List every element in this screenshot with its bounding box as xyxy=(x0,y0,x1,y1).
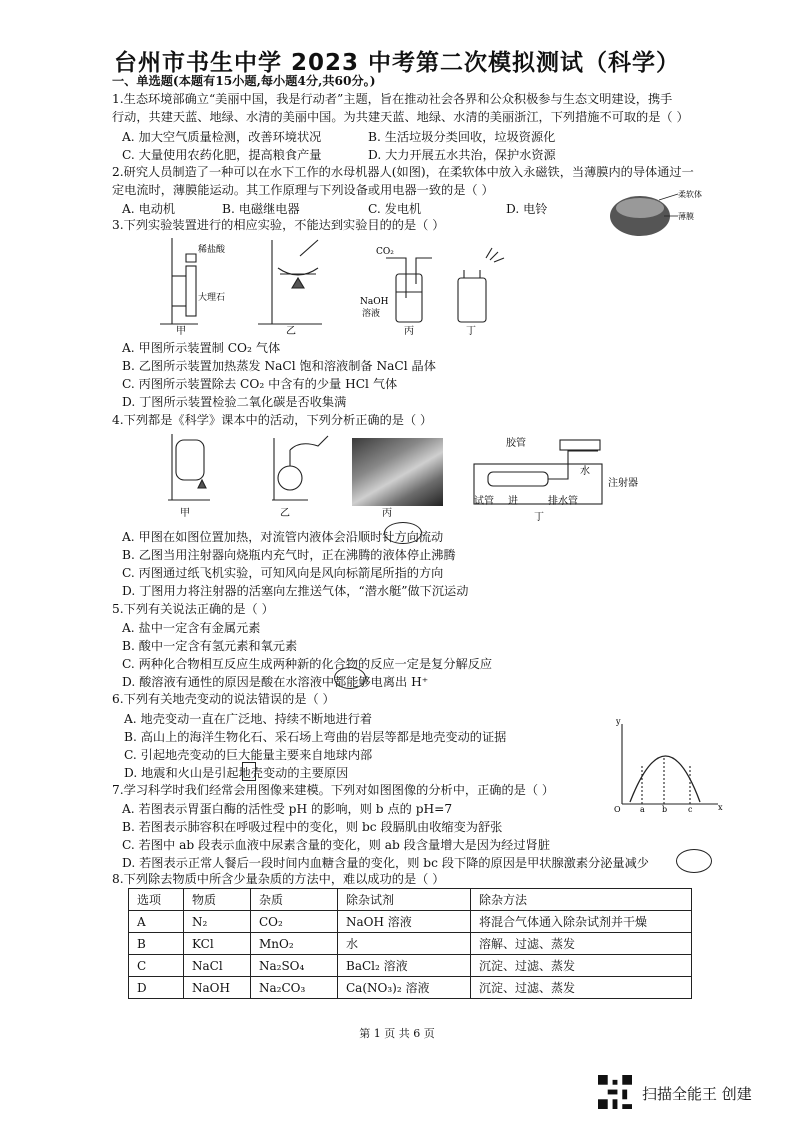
q6-option-b: B. 高山上的海洋生物化石、采石场上弯曲的岩层等都是地壳变动的证据 xyxy=(124,730,507,744)
q3-option-a: A. 甲图所示装置制 CO₂ 气体 xyxy=(122,341,281,355)
q7-option-a: A. 若图表示胃蛋白酶的活性受 pH 的影响，则 b 点的 pH=7 xyxy=(122,802,453,816)
label-naoh: NaOH xyxy=(360,297,389,307)
paper-plane-photo xyxy=(352,438,443,506)
q2-option-b: B. 电磁继电器 xyxy=(222,202,300,216)
table-cell: NaCl xyxy=(184,955,251,977)
handwritten-circle xyxy=(334,667,366,689)
table-cell: CO₂ xyxy=(251,911,338,933)
q2-stem-line1: 2.研究人员制造了一种可以在水下工作的水母机器人(如图)，在柔软体中放入永磁铁，当薄膜内的导体通过一 xyxy=(112,165,694,179)
table-cell: 将混合气体通入除杂试剂并干燥 xyxy=(471,911,692,933)
table-cell: 溶解、过滤、蒸发 xyxy=(471,933,692,955)
table-header-cell: 选项 xyxy=(129,889,184,911)
table-cell: Na₂CO₃ xyxy=(251,977,338,999)
q5-option-b: B. 酸中一定含有氢元素和氧元素 xyxy=(122,639,298,653)
impurity-removal-table xyxy=(128,888,692,999)
fig-label-ding: 丁 xyxy=(466,326,476,337)
label-syringe: 注射器 xyxy=(608,478,638,489)
table-cell: A xyxy=(129,911,184,933)
label-co2: CO₂ xyxy=(376,247,394,257)
q1-stem-line1: 1.生态环境部确立“美丽中国，我是行动者”主题，旨在推动社会各界和公众积极参与生态文明建设，携手 xyxy=(112,92,673,106)
q7-curve-graph xyxy=(614,716,726,812)
table-header-cell: 杂质 xyxy=(251,889,338,911)
table-cell: 沉淀、过滤、蒸发 xyxy=(471,977,692,999)
section-heading: 一、单选题(本题有15小题,每小题4分,共60分。) xyxy=(112,74,376,88)
table-cell: C xyxy=(129,955,184,977)
q4-option-c: C. 丙图通过纸飞机实验，可知风向是风向标箭尾所指的方向 xyxy=(122,566,444,580)
table-row xyxy=(129,911,692,933)
q2-option-c: C. 发电机 xyxy=(368,202,422,216)
table-header-cell: 物质 xyxy=(184,889,251,911)
q4-option-b: B. 乙图当用注射器向烧瓶内充气时，正在沸腾的液体停止沸腾 xyxy=(122,548,456,562)
q1-stem-line2: 行动，共建天蓝、地绿、水清的美丽中国。为共建天蓝、地绿、水清的美丽浙江，下列措施不可取的是（ ） xyxy=(112,110,689,124)
page-title: 台州市书生中学 2023 中考第二次模拟测试（科学） xyxy=(113,50,681,76)
table-cell: NaOH xyxy=(184,977,251,999)
q2-option-a: A. 电动机 xyxy=(122,202,176,216)
page-footer: 第 1 页 共 6 页 xyxy=(359,1027,435,1040)
table-cell: Na₂SO₄ xyxy=(251,955,338,977)
table-cell: 沉淀、过滤、蒸发 xyxy=(471,955,692,977)
table-row xyxy=(129,977,692,999)
table-row xyxy=(129,933,692,955)
table-header-cell: 除杂试剂 xyxy=(338,889,471,911)
label-dilute-hcl: 稀盐酸 xyxy=(198,245,226,255)
label-test-tube: 试管 xyxy=(474,496,494,507)
q3-stem: 3.下列实验装置进行的相应实验，不能达到实验目的的是（ ） xyxy=(112,218,445,232)
table-cell: NaOH 溶液 xyxy=(338,911,471,933)
handwritten-circle xyxy=(676,849,712,873)
q5-stem: 5.下列有关说法正确的是（ ） xyxy=(112,602,274,616)
fig-label-yi: 乙 xyxy=(280,508,290,519)
q3-option-b: B. 乙图所示装置加热蒸发 NaCl 饱和溶液制备 NaCl 晶体 xyxy=(122,359,436,373)
table-cell: 水 xyxy=(338,933,471,955)
table-cell: D xyxy=(129,977,184,999)
graph-point-c: c xyxy=(688,805,693,814)
label-water: 水 xyxy=(580,466,590,477)
graph-point-a: a xyxy=(640,805,645,814)
scanner-watermark: 扫描全能王 创建 xyxy=(642,1085,752,1103)
handwritten-box xyxy=(242,762,256,781)
fig-label-ding: 丁 xyxy=(534,512,544,523)
fig-label-jia: 甲 xyxy=(180,508,190,519)
q1-option-b: B. 生活垃圾分类回收，垃圾资源化 xyxy=(368,130,556,144)
graph-x-axis-label: x xyxy=(718,803,723,812)
jellyfish-robot-figure xyxy=(604,186,702,244)
fig-label-membrane: 薄膜 xyxy=(678,212,694,221)
q7-option-c: C. 若图中 ab 段表示血液中尿素含量的变化，则 ab 段含量增大是因为经过肾脏 xyxy=(122,838,550,852)
graph-y-axis-label: y xyxy=(616,717,621,726)
qr-code-icon xyxy=(598,1075,632,1109)
table-cell: Ca(NO₃)₂ 溶液 xyxy=(338,977,471,999)
q5-option-c: C. 两种化合物相互反应生成两种新的化合物的反应一定是复分解反应 xyxy=(122,657,493,671)
table-cell: KCl xyxy=(184,933,251,955)
q8-stem: 8.下列除去物质中所含少量杂质的方法中，难以成功的是（ ） xyxy=(112,872,445,886)
q3-option-d: D. 丁图所示装置检验二氧化碳是否收集满 xyxy=(122,395,347,409)
q1-option-c: C. 大量使用农药化肥，提高粮食产量 xyxy=(122,148,322,162)
fig-label-bing: 丙 xyxy=(382,508,392,519)
q3-apparatus-figure xyxy=(150,236,510,336)
table-cell: B xyxy=(129,933,184,955)
handwritten-circle xyxy=(384,522,422,544)
q7-option-b: B. 若图表示肺容积在呼吸过程中的变化，则 bc 段膈肌由收缩变为舒张 xyxy=(122,820,503,834)
label-rubber-tube: 胶管 xyxy=(506,438,526,449)
label-solution: 溶液 xyxy=(362,309,381,319)
q7-stem: 7.学习科学时我们经常会用图像来建模。下列对如图图像的分析中，正确的是（ ） xyxy=(112,783,555,797)
graph-point-b: b xyxy=(662,805,668,814)
graph-origin-label: O xyxy=(614,805,621,814)
label-marble: 大理石 xyxy=(198,293,226,303)
q6-option-c: C. 引起地壳变动的巨大能量主要来自地球内部 xyxy=(124,748,373,762)
table-cell: BaCl₂ 溶液 xyxy=(338,955,471,977)
label-inlet: 进 xyxy=(508,496,518,507)
q6-option-a: A. 地壳变动一直在广泛地、持续不断地进行着 xyxy=(124,712,373,726)
fig-label-bing: 丙 xyxy=(404,326,414,337)
q5-option-d: D. 酸溶液有通性的原因是酸在水溶液中都能够电离出 H⁺ xyxy=(122,675,429,689)
table-cell: N₂ xyxy=(184,911,251,933)
q6-option-d: D. 地震和火山是引起地壳变动的主要原因 xyxy=(124,766,349,780)
q1-option-d: D. 大力开展五水共治，保护水资源 xyxy=(368,148,556,162)
q6-stem: 6.下列有关地壳变动的说法错误的是（ ） xyxy=(112,692,335,706)
fig-label-soft-body: 柔软体 xyxy=(678,190,702,199)
q4-option-a: A. 甲图在如图位置加热，对流管内液体会沿顺时针方向流动 xyxy=(122,530,444,544)
q2-option-d: D. 电铃 xyxy=(506,202,548,216)
q4-stem: 4.下列都是《科学》课本中的活动，下列分析正确的是（ ） xyxy=(112,413,433,427)
label-outlet: 排水管 xyxy=(548,496,578,507)
q3-option-c: C. 丙图所示装置除去 CO₂ 中含有的少量 HCl 气体 xyxy=(122,377,398,391)
fig-label-yi: 乙 xyxy=(286,326,296,337)
table-row xyxy=(129,955,692,977)
table-cell: MnO₂ xyxy=(251,933,338,955)
table-header-cell: 除杂方法 xyxy=(471,889,692,911)
q1-option-a: A. 加大空气质量检测，改善环境状况 xyxy=(122,130,322,144)
q5-option-a: A. 盐中一定含有金属元素 xyxy=(122,621,261,635)
q2-stem-line2: 定电流时，薄膜能运动。其工作原理与下列设备或用电器一致的是（ ） xyxy=(112,183,494,197)
fig-label-jia: 甲 xyxy=(176,326,186,337)
q4-option-d: D. 丁图用力将注射器的活塞向左推送气体，“潜水艇”做下沉运动 xyxy=(122,584,469,598)
q7-option-d: D. 若图表示正常人餐后一段时间内血糖含量的变化，则 bc 段下降的原因是甲状腺激素分泌量减少 xyxy=(122,856,649,870)
table-header-row xyxy=(129,889,692,911)
